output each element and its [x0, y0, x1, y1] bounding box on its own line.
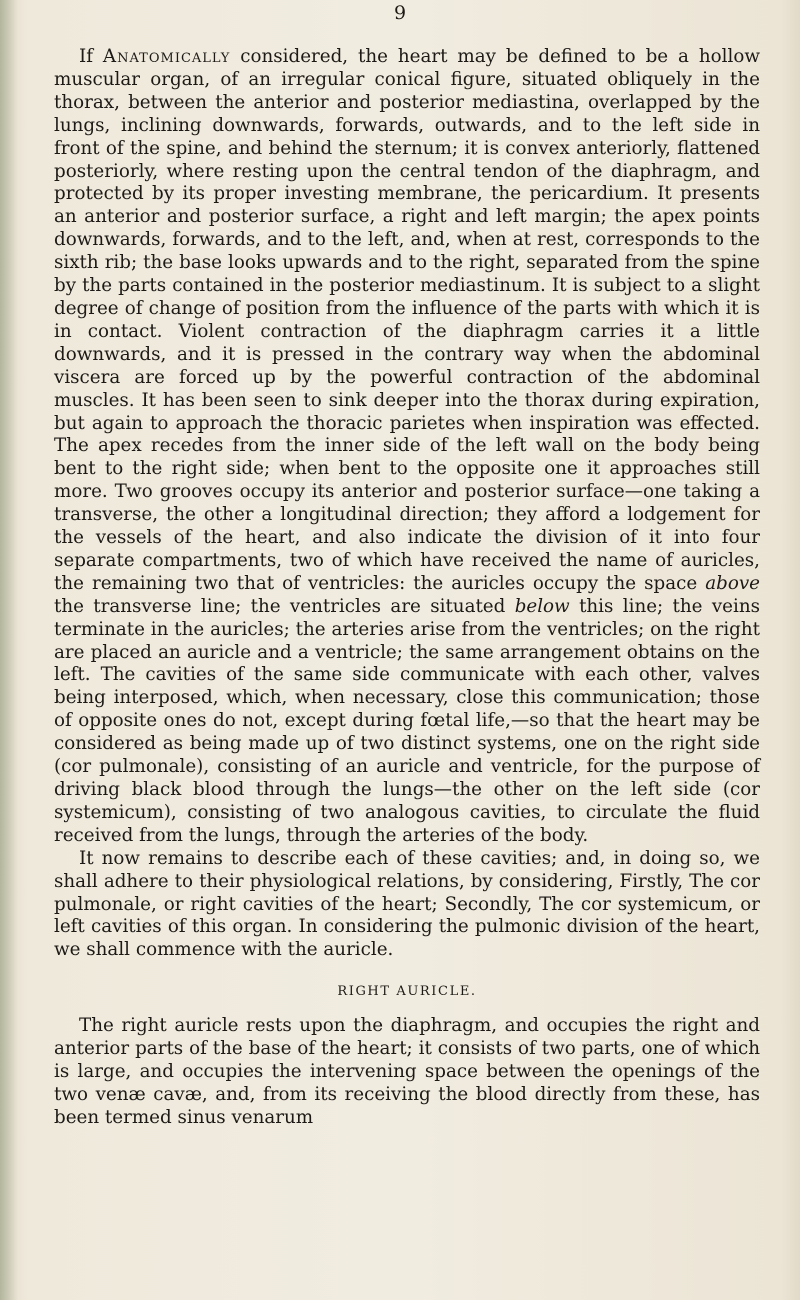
- page-gutter-shadow: [0, 0, 18, 1300]
- emphasis-below: below: [514, 595, 570, 617]
- paragraph-description-plan: It now remains to describe each of these cavities; and, in doing so, we shall adhere to their physiological relations, by considering, Firstly, The cor pulmonale, or right cavities of the heart; Secondly, The cor systemicum, or left cavities of this organ. In considering the pulmonic division of the heart, we shall commence with the auricle.: [54, 847, 760, 961]
- section-heading-right-auricle: RIGHT AURICLE.: [337, 984, 477, 1000]
- emphasis-above: above: [705, 572, 760, 594]
- paragraph-heart-definition: [54, 46, 760, 848]
- paragraph-text: this line; the veins terminate in the auricles; the arteries arise from the ventricles; on the right are placed an auricle and a ventricle; the same arrangement obtains on the left. The cavities of the same side communicate with each other, valves being interposed, which, when necessary, close this communication; those of opposite ones do not, except during fœtal life,—so that the heart may be considered as being made up of two distinct systems, one on the right side (cor pulmonale), consisting of an auricle and ventricle, for the purpose of driving black blood through the lungs—the other on the left side (cor systemicum), consisting of two analogous cavities, to circulate the fluid received from the lungs, through the arteries of the body.: [54, 595, 760, 846]
- page-number: 9: [393, 2, 407, 24]
- paragraph-text: the transverse line; the ventricles are situated: [54, 595, 515, 617]
- paragraph-right-auricle: The right auricle rests upon the diaphragm, and occupies the right and anterior parts of the base of the heart; it consists of two parts, one of which is large, and occupies the intervening space between the openings of the two venæ cavæ, and, from its receiving the blood directly from these, has been termed sinus venarum: [54, 1015, 760, 1128]
- paragraph-lead: If: [79, 46, 103, 67]
- lead-smallcaps-word: Anatomically: [102, 46, 231, 67]
- paragraph-text: considered, the heart may be defined to be a hollow muscular organ, of an irregular conical figure, situated obliquely in the thorax, between the anterior and posterior mediastina, overlapped by the lungs, inclining downwards, forwards, outwards, and to the left side in front of the spine, and behind the sternum; it is convex anteriorly, flattened posteriorly, where resting upon the central tendon of the diaphragm, and protected by its proper investing membrane, the pericardium. It presents an anterior and posterior surface, a right and left margin; the apex points downwards, forwards, and to the left, and, when at rest, corresponds to the sixth rib; the base looks upwards and to the right, separated from the spine by the parts contained in the posterior mediastinum. It is subject to a slight degree of change of position from the influence of the parts with which it is in contact. Violent contraction of the diaphragm carries it a little downwards, and it is pressed in the contrary way when the abdominal viscera are forced up by the powerful contraction of the abdominal muscles. It has been seen to sink deeper into the thorax during expiration, but again to approach the thoracic parietes when inspiration was effected. The apex recedes from the inner side of the left wall on the body being bent to the right side; when bent to the opposite one it approaches still more. Two grooves occupy its anterior and posterior surface—one taking a transverse, the other a longitudinal direction; they afford a lodgement for the vessels of the heart, and also indicate the division of it into four separate compartments, two of which have received the name of auricles, the remaining two that of ventricles: the auricles occupy the space: [54, 46, 760, 594]
- body-text: [54, 46, 760, 1130]
